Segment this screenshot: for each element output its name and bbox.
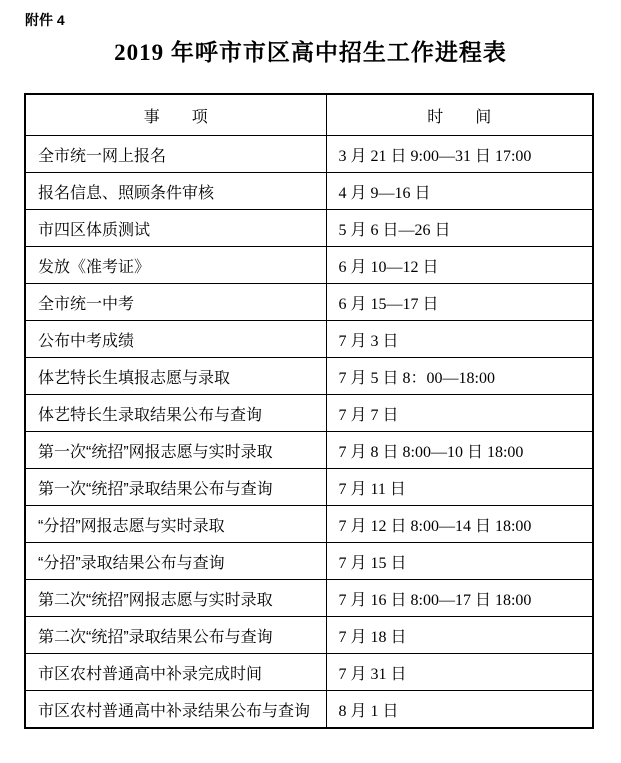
time-cell: 7 月 12 日 8:00—14 日 18:00 — [326, 506, 593, 543]
time-cell: 8 月 1 日 — [326, 691, 593, 729]
item-cell: 第一次“统招”网报志愿与实时录取 — [25, 432, 326, 469]
page-title: 2019 年呼市市区高中招生工作进程表 — [114, 40, 507, 65]
item-cell: 全市统一网上报名 — [25, 136, 326, 173]
item-cell: 市四区体质测试 — [25, 210, 326, 247]
table-row — [25, 580, 593, 617]
time-cell: 7 月 3 日 — [326, 321, 593, 358]
table-row — [25, 469, 593, 506]
time-cell: 7 月 11 日 — [326, 469, 593, 506]
column-header-time: 时 间 — [326, 94, 593, 136]
item-cell: 第二次“统招”网报志愿与实时录取 — [25, 580, 326, 617]
time-cell: 7 月 31 日 — [326, 654, 593, 691]
time-cell: 7 月 18 日 — [326, 617, 593, 654]
item-cell: 市区农村普通高中补录完成时间 — [25, 654, 326, 691]
table-row — [25, 210, 593, 247]
table-row — [25, 617, 593, 654]
table-row — [25, 136, 593, 173]
time-cell: 7 月 5 日 8：00—18:00 — [326, 358, 593, 395]
table-header-row — [25, 94, 593, 136]
schedule-table — [24, 93, 594, 729]
table-row — [25, 506, 593, 543]
item-cell: 全市统一中考 — [25, 284, 326, 321]
table-row — [25, 284, 593, 321]
time-cell: 4 月 9—16 日 — [326, 173, 593, 210]
item-cell: “分招”录取结果公布与查询 — [25, 543, 326, 580]
item-cell: 体艺特长生录取结果公布与查询 — [25, 395, 326, 432]
item-cell: “分招”网报志愿与实时录取 — [25, 506, 326, 543]
time-cell: 6 月 10—12 日 — [326, 247, 593, 284]
table-row — [25, 358, 593, 395]
table-row — [25, 654, 593, 691]
time-cell: 7 月 8 日 8:00—10 日 18:00 — [326, 432, 593, 469]
item-cell: 发放《准考证》 — [25, 247, 326, 284]
item-cell: 市区农村普通高中补录结果公布与查询 — [25, 691, 326, 729]
table-row — [25, 321, 593, 358]
table-row — [25, 691, 593, 729]
table-row — [25, 395, 593, 432]
attachment-label: 附件 4 — [25, 12, 65, 28]
item-cell: 第一次“统招”录取结果公布与查询 — [25, 469, 326, 506]
item-cell: 报名信息、照顾条件审核 — [25, 173, 326, 210]
item-cell: 公布中考成绩 — [25, 321, 326, 358]
table-row — [25, 543, 593, 580]
table-row — [25, 432, 593, 469]
time-cell: 7 月 16 日 8:00—17 日 18:00 — [326, 580, 593, 617]
table-row — [25, 173, 593, 210]
item-cell: 第二次“统招”录取结果公布与查询 — [25, 617, 326, 654]
column-header-item: 事 项 — [25, 94, 326, 136]
time-cell: 5 月 6 日—26 日 — [326, 210, 593, 247]
time-cell: 3 月 21 日 9:00—31 日 17:00 — [326, 136, 593, 173]
item-cell: 体艺特长生填报志愿与录取 — [25, 358, 326, 395]
time-cell: 7 月 7 日 — [326, 395, 593, 432]
time-cell: 6 月 15—17 日 — [326, 284, 593, 321]
time-cell: 7 月 15 日 — [326, 543, 593, 580]
table-row — [25, 247, 593, 284]
